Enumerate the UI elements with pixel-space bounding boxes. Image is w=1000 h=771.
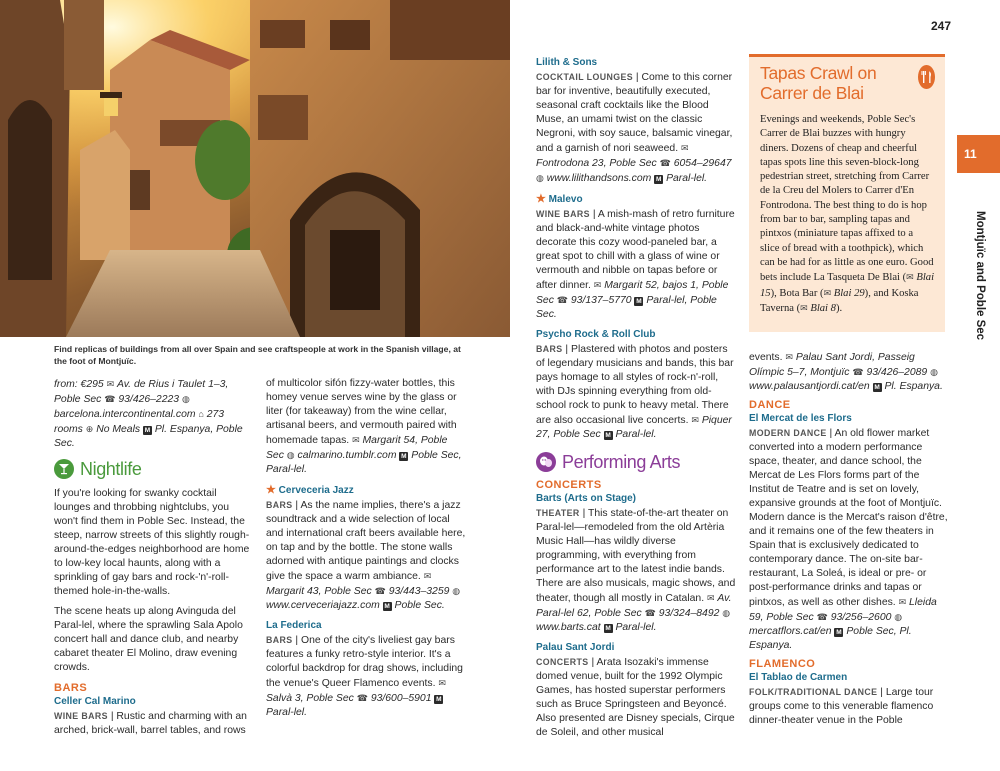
- venue-metro: Poble Sec.: [394, 600, 445, 611]
- venue-category: BARS: [536, 344, 563, 354]
- celler-cal-marino-continued: [266, 377, 466, 477]
- phone-icon: ☎: [374, 586, 386, 596]
- globe-icon: ◍: [452, 586, 461, 596]
- globe-icon: ◍: [930, 367, 938, 377]
- envelope-icon: ✉: [423, 571, 432, 581]
- venue-metro: Poble Sec, Pl. Espanya.: [749, 626, 912, 651]
- venue-address: Palau Sant Jordi, Passeig Olímpic 5–7, Montjuïc: [749, 352, 915, 378]
- star-icon: ★: [536, 193, 546, 205]
- metro-icon: M: [436, 696, 442, 703]
- venue-category: THEATER: [536, 508, 580, 518]
- metro-icon: M: [655, 176, 662, 183]
- venue-address: Lleida 59, Poble Sec: [749, 597, 937, 623]
- venue-address: Av. Paral-lel 62, Poble Sec: [536, 593, 732, 619]
- venue-phone: 93/600–5901: [370, 693, 432, 704]
- chapter-number: 11: [964, 147, 977, 161]
- phone-icon: ☎: [556, 295, 569, 305]
- phone-icon: ☎: [644, 608, 656, 618]
- venue-description: An old flower market converted into a modern performance space, theater, and dance school, the Mercat de Les Flors forms part of the Institut de Teatre and is set on lovely, expansive grounds at the foot of Montjuïc. Modern dance is the Mercat's raison d'être, and it remains one of the few theaters in Spain that is exclusively dedicated to contemporary dance. The on-site bar-restaurant, La Soleá, is ideal or pre- or post-performance drinks and tapas or pintxos, as well as other dishes.: [749, 428, 948, 608]
- metro-icon: M: [605, 432, 611, 439]
- globe-icon: ◍: [286, 450, 295, 460]
- spanish-village-photo: [0, 0, 510, 337]
- chapter-title: Montjuïc and Poble Sec: [974, 211, 986, 341]
- metro-icon: M: [401, 453, 407, 460]
- la-federica-desc: BARS | One of the city's liveliest gay bars features a funky retro-style interior. It's a colorful backdrop for drag shows, including the venue's Queer Flamenco events. ✉ Salvà 3, Poble Sec ☎ 93/600–5901 M Paral-lel.: [266, 635, 463, 718]
- venue-web[interactable]: www.lilithandsons.com: [546, 173, 652, 184]
- venue-phone: 93/324–8492: [658, 608, 720, 619]
- concerts-heading: CONCERTS: [536, 479, 602, 491]
- sidebar-body-text: Evenings and weekends, Poble Sec's Carrer de Blai buzzes with hungry diners. Dozens of cheap and cheerful tapas spots line this seven-block-long pedestrian street, stretching from Carrer de la Creu del Molers to Carrer d'En Fontrodona. The best thing to do is hop from bar to bar, sampling tapas and pintxos (miniature tapas affixed to a slice of bread with a toothpick), which can be had for as little as one euro. Good bets include La Tasqueta De Blai (: [760, 114, 934, 284]
- lilith-sons-desc: COCKTAIL LOUNGES | Come to this corner bar for inventive, beautifully executed, seasonal craft cocktails like the Blood Muse, an umami twist on the classic Negroni, with soy sauce, balsamic vinegar, and a garnish of nori seaweed. ✉ Fontrodona 23, Poble Sec ☎ 6054–29647 ◍ www.lilithandsons.com M Paral-lel.: [536, 72, 733, 184]
- sidebar-body: [760, 113, 935, 316]
- venue-metro: Pl. Espanya.: [884, 381, 943, 392]
- column-3: [536, 56, 736, 740]
- photo-illustration: [0, 0, 510, 337]
- palau-desc: CONCERTS | Arata Isozaki's immense domed venue, built for the 1992 Olympic Games, has hosted superstar performers such as Bruce Springsteen and Beyoncé. Also presented are Disney specials, Cirque de Soleil, and other musical: [536, 657, 735, 738]
- envelope-icon: ✉: [906, 272, 914, 283]
- venue-name-psycho-rock-roll-club: Psycho Rock & Roll Club: [536, 329, 656, 340]
- venue-name-text: Cerveceria Jazz: [278, 485, 354, 496]
- sidebar-address-2: Blai 29: [833, 287, 865, 299]
- column-2: [266, 377, 466, 720]
- venue-description: Arata Isozaki's immense domed venue, built for the 1992 Olympic Games, has hosted superstar performers such as Bruce Springsteen and Beyoncé. Also presented are Disney specials, Cirque de Soleil, and other musical: [536, 657, 735, 738]
- venue-phone: 93/426–2089: [866, 367, 928, 378]
- venue-description: Large tour groups come to this venerable flamenco dinner-theater venue in the Poble: [749, 687, 934, 726]
- venue-web[interactable]: www.palausantjordi.cat/en: [749, 381, 870, 392]
- sidebar-address-1: Blai 15: [760, 272, 935, 299]
- globe-icon: ◍: [536, 173, 544, 183]
- column-4: [749, 350, 949, 728]
- palau-continued: [749, 350, 949, 394]
- venue-web[interactable]: www.barts.cat: [536, 622, 601, 633]
- dance-heading: DANCE: [749, 399, 791, 411]
- sidebar-text-2: ), and Koska Taverna (: [760, 287, 919, 314]
- envelope-icon: ✉: [352, 435, 360, 445]
- barts-desc: THEATER | This state-of-the-art theater on Paral-lel—remodeled from the old Artèria Music Hall—has wildly diverse programming, with everything from performance art to the latest indie bands. There are also musicals, magic shows, and theater, though all mostly in Catalan. ✉ Av. Paral-lel 62, Poble Sec ☎ 93/324–8492 ◍ www.barts.cat M Paral-lel.: [536, 508, 736, 633]
- venue-name-text: Malevo: [548, 194, 583, 205]
- metro-icon: M: [636, 298, 642, 305]
- hotel-web[interactable]: barcelona.intercontinental.com: [54, 409, 196, 420]
- cerveceria-jazz-desc: BARS | As the name implies, there's a jazz soundtrack and a wide selection of local and international craft beers available here, on tap and by the bottle. The stone walls adorned with antique paintings and clocks give the space a warm ambiance. ✉ Margarit 43, Poble Sec ☎ 93/443–3259 ◍ www.cerveceriajazz.com M Poble Sec.: [266, 500, 466, 611]
- venue-address: Margarit 52, bajos 1, Poble Sec: [536, 280, 729, 306]
- venue-description: Come to this corner bar for inventive, beautifully executed, seasonal craft cocktails like the Blood Muse, an umami twist on the classic Negroni, with soy sauce, balsamic vinegar, and a garnish of nori seaweed.: [536, 72, 733, 154]
- hotel-metro: Pl. Espanya, Poble Sec.: [54, 424, 243, 449]
- venue-name-cerveceria-jazz: [266, 483, 466, 498]
- sidebar-header: [760, 63, 935, 103]
- venue-category: FOLK/TRADITIONAL DANCE: [749, 687, 878, 697]
- sidebar-text-3: ).: [835, 302, 843, 314]
- venue-address: Margarit 54, Poble Sec: [266, 435, 448, 461]
- globe-icon: ◍: [894, 612, 903, 622]
- bars-heading: BARS: [54, 682, 88, 694]
- metro-icon: M: [874, 384, 880, 391]
- phone-icon: ☎: [659, 158, 671, 168]
- venue-metro: Paral-lel.: [615, 622, 657, 633]
- venue-name-malevo: [536, 192, 736, 207]
- venue-description: This state-of-the-art theater on Paral-lel—remodeled from the old Artèria Music Hall—has wildly diverse programming, with everything from performance art to the latest indie bands. There are also musicals, magic shows, and theater, though all mostly in Catalan.: [536, 508, 736, 604]
- malevo-desc: WINE BARS | A mish-mash of retro furniture and black-and-white vintage photos decorate this cozy wood-paneled bar, a great spot to chill with a glass of wine or vermouth and nibble on tapas before or after dinner. ✉ Margarit 52, bajos 1, Poble Sec ☎ 93/137–5770 M Paral-lel, Poble Sec.: [536, 209, 735, 320]
- envelope-icon: ✉: [706, 593, 715, 603]
- venue-address: Salvà 3, Poble Sec: [266, 693, 354, 704]
- photo-caption: Find replicas of buildings from all over Spain and see craftspeople at work in the Spanish village, at the foot of Montjuïc.: [54, 344, 461, 366]
- venue-name-lilith-sons: Lilith & Sons: [536, 57, 598, 68]
- cocktail-glass-icon: [54, 459, 74, 479]
- tablao-desc: FOLK/TRADITIONAL DANCE | Large tour groups come to this venerable flamenco dinner-theater venue in the Poble: [749, 687, 934, 726]
- envelope-icon: ✉: [800, 302, 808, 313]
- venue-category: WINE BARS: [536, 209, 590, 219]
- sidebar-title: Tapas Crawl on Carrer de Blai: [760, 63, 877, 103]
- page-number: 247: [931, 19, 952, 33]
- venue-name-la-federica: La Federica: [266, 620, 322, 631]
- envelope-icon: ✉: [438, 678, 446, 688]
- venue-description: of multicolor sifón fizzy-water bottles, this homey venue serves wine by the glass or liter (for takeaway) from the wine cellar, artisanal beers, and vermouth paired with homemade tapas.: [266, 378, 457, 446]
- envelope-icon: ✉: [106, 379, 115, 389]
- star-icon: ★: [266, 484, 276, 496]
- venue-metro: Paral-lel.: [615, 429, 657, 440]
- fork-knife-icon: [918, 65, 935, 89]
- venue-name-barts: Barts (Arts on Stage): [536, 493, 637, 504]
- venue-category: BARS: [266, 635, 293, 645]
- venue-category: MODERN DANCE: [749, 428, 827, 438]
- venue-name-celler-cal-marino: Celler Cal Marino: [54, 696, 136, 707]
- venue-description: Plastered with photos and posters of legendary musicians and bands, this bar pays homage to all styles of rock-n'-roll, with DJs spinning everything from old-school rock to punk to heavy metal. There are also occasional live concerts.: [536, 344, 734, 426]
- venue-address: Margarit 43, Poble Sec: [266, 586, 372, 597]
- venue-name-mercat-de-les-flors: El Mercat de les Flors: [749, 413, 852, 424]
- venue-address: Fontrodona 23, Poble Sec: [536, 158, 657, 169]
- nightlife-title: Nightlife: [80, 459, 142, 479]
- celler-cal-marino-desc: WINE BARS | Rustic and charming with an arched, brick-wall, barrel tables, and rows: [54, 711, 247, 736]
- phone-icon: ☎: [356, 693, 368, 703]
- venue-description: events.: [749, 352, 783, 363]
- envelope-icon: ✉: [681, 143, 689, 153]
- venue-phone: 6054–29647: [673, 158, 732, 169]
- venue-web[interactable]: calmarino.tumblr.com: [297, 450, 397, 461]
- mercat-desc: MODERN DANCE | An old flower market converted into a modern performance space, theater, and dance school, the Mercat de Les Flors forms part of the Institut de Teatre and is set on lovely, expansive grounds at the foot of Montjuïc. Modern dance is the Mercat's raison d'être, and it remains one of the few theaters in Spain that is exclusively dedicated to contemporary dance. The on-site bar-restaurant, La Soleá, is ideal or pre- or post-performance drinks and tapas or pintxos, as well as other dishes. ✉ Lleida 59, Poble Sec ☎ 93/256–2600 ◍ mercatflors.cat/en M Poble Sec, Pl. Espanya.: [749, 428, 948, 651]
- globe-icon: ◍: [181, 394, 190, 404]
- venue-description: One of the city's liveliest gay bars features a funky retro-style interior. It's a colorful backdrop for drag shows, including the venue's Queer Flamenco events.: [266, 635, 463, 689]
- venue-web[interactable]: www.cerveceriajazz.com: [266, 600, 380, 611]
- metro-icon: M: [384, 603, 390, 610]
- tapas-crawl-sidebar: [749, 54, 945, 332]
- envelope-icon: ✉: [823, 287, 832, 298]
- phone-icon: ☎: [852, 367, 864, 377]
- envelope-icon: ✉: [785, 352, 793, 362]
- hotel-address: Av. de Rius i Taulet 1–3, Poble Sec: [54, 379, 229, 405]
- metro-icon: M: [144, 427, 151, 434]
- venue-category: COCKTAIL LOUNGES: [536, 72, 633, 82]
- metro-icon: M: [605, 625, 611, 632]
- venue-phone: 93/137–5770: [570, 295, 632, 306]
- nightlife-intro-2: The scene heats up along Avinguda del Paral-lel, where the sprawling Sala Apolo concert hall and dance club, and nearby cabaret theater El Molino, draw evening crowds.: [54, 606, 243, 673]
- phone-icon: ☎: [816, 612, 828, 622]
- nightlife-heading: [54, 457, 254, 481]
- venue-name-el-tablao-de-carmen: El Tablao de Carmen: [749, 672, 848, 683]
- hotel-rooms: 273 rooms: [54, 409, 225, 435]
- bed-icon: ⌂: [198, 409, 204, 419]
- venue-metro: Paral-lel, Poble Sec.: [536, 295, 717, 320]
- envelope-icon: ✉: [593, 280, 602, 290]
- theater-masks-icon: [536, 452, 556, 472]
- venue-description: As the name implies, there's a jazz soundtrack and a wide selection of local and international craft beers available here, on tap and by the bottle. The stone walls adorned with antique paintings and clocks give the space a warm ambiance.: [266, 500, 466, 582]
- phone-icon: ☎: [104, 394, 116, 404]
- venue-web[interactable]: mercatflors.cat/en: [749, 626, 832, 637]
- venue-description: A mish-mash of retro furniture and black-and-white vintage photos decorate this cozy wood-paneled bar, a great spot to chill with a glass of wine or vermouth and nibble on tapas before or after dinner.: [536, 209, 735, 291]
- hotel-listing-tail: [54, 377, 254, 451]
- venue-description: Rustic and charming with an arched, brick-wall, barrel tables, and rows: [54, 711, 247, 736]
- performing-arts-heading: [536, 450, 736, 474]
- hotel-price: from: €295: [54, 379, 104, 390]
- venue-category: CONCERTS: [536, 657, 589, 667]
- column-1: [54, 377, 254, 738]
- venue-metro: Paral-lel.: [666, 173, 708, 184]
- chapter-tab[interactable]: [957, 135, 1000, 173]
- meals-icon: ⊕: [85, 424, 94, 434]
- envelope-icon: ✉: [898, 597, 907, 607]
- nightlife-intro-1: If you're looking for swanky cocktail lounges and throbbing nightclubs, you won't find them in Poble Sec. Instead, the steep, narrow streets of this slightly rough-around-the-edges neighborhood are home to low-key local haunts, along with a sprinkling of gay bars and rock-'n'-roll-themed hole-in-the-walls.: [54, 488, 250, 597]
- hotel-meals: No Meals: [96, 424, 141, 435]
- sidebar-address-3: Blai 8: [810, 302, 836, 314]
- venue-metro: Paral-lel.: [266, 707, 307, 718]
- sidebar-text-1: ), Bota Bar (: [770, 287, 824, 299]
- psycho-desc: BARS | Plastered with photos and posters of legendary musicians and bands, this bar pays homage to all styles of rock-n'-roll, with DJs spinning everything from old-school rock to punk to heavy metal. There are also occasional live concerts. ✉ Piquer 27, Poble Sec M Paral-lel.: [536, 344, 734, 440]
- globe-icon: ◍: [722, 608, 731, 618]
- flamenco-heading: FLAMENCO: [749, 658, 816, 670]
- venue-category: BARS: [266, 500, 293, 510]
- metro-icon: M: [836, 629, 842, 636]
- venue-phone: 93/443–3259: [388, 586, 450, 597]
- performing-arts-title: Performing Arts: [562, 452, 681, 472]
- venue-name-palau-sant-jordi: Palau Sant Jordi: [536, 642, 615, 653]
- hotel-phone: 93/426–2223: [118, 394, 180, 405]
- venue-phone: 93/256–2600: [830, 612, 892, 623]
- envelope-icon: ✉: [691, 415, 699, 425]
- venue-metro: Poble Sec, Paral-lel.: [266, 450, 462, 475]
- venue-address: Piquer 27, Poble Sec: [536, 415, 732, 440]
- venue-category: WINE BARS: [54, 711, 108, 721]
